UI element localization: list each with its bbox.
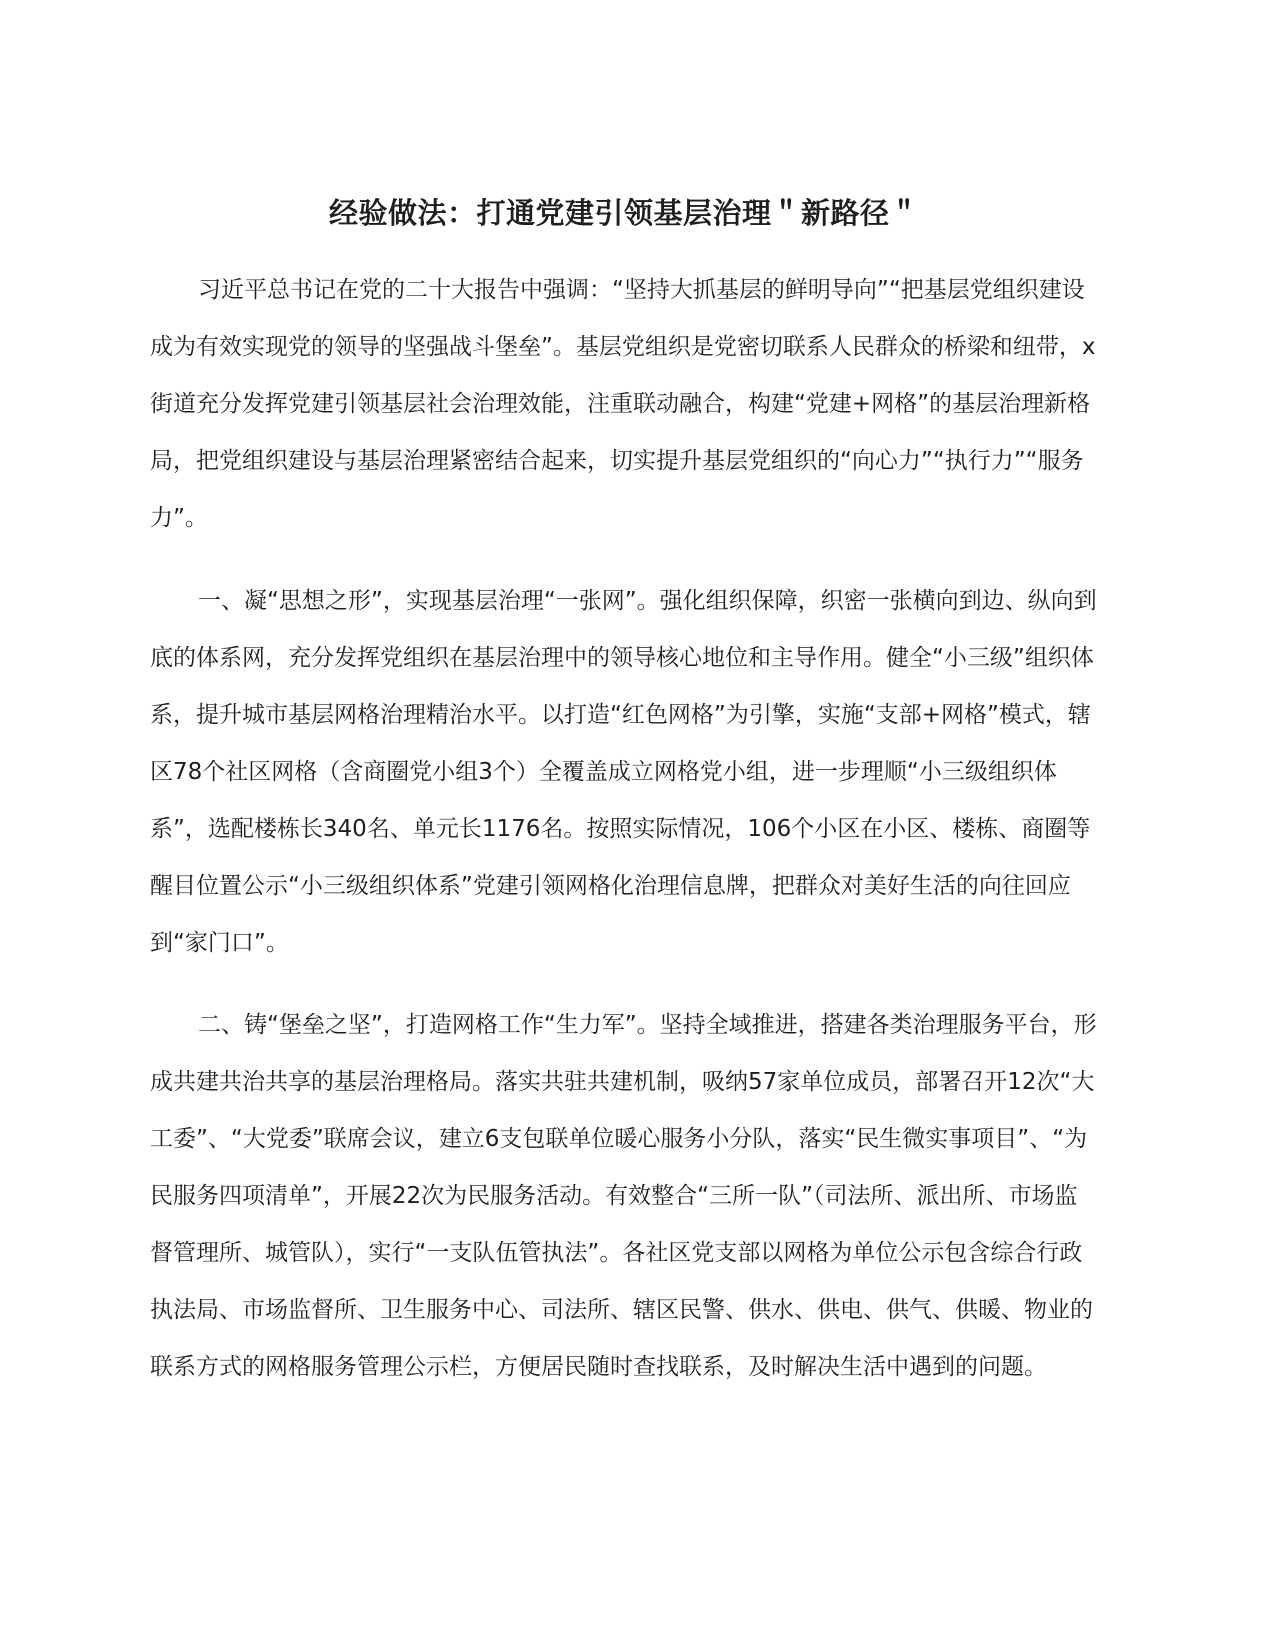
document-title: 经验做法：打通党建引领基层治理＂新路径＂: [328, 196, 919, 230]
paragraph-intro: 习近平总书记在党的二十大报告中强调：“坚持大抓基层的鲜明导向”“把基层党组织建设成为有效实现党的领导的坚强战斗堡垒”。基层党组织是党密切联系人民群众的桥梁和纽带，x街道充分发挥党建引领基层社会治理效能，注重联动融合，构建“党建+网格”的基层治理新格局，把党组织建设与基层治理紧密结合起来，切实提升基层党组织的“向心力”“执行力”“服务力”。: [150, 277, 1096, 531]
paragraph-section-2: 二、铸“堡垒之坚”，打造网格工作“生力军”。坚持全域推进，搭建各类治理服务平台，形成共建共治共享的基层治理格局。落实共驻共建机制，吸纳57家单位成员，部署召开12次“大工委”、“大党委”联席会议，建立6支包联单位暖心服务小分队，落实“民生微实事项目”、“为民服务四项清单”，开展22次为民服务活动。有效整合“三所一队”（司法所、派出所、市场监督管理所、城管队），实行“一支队伍管执法”。各社区党支部以网格为单位公示包含综合行政执法局、市场监督所、卫生服务中心、司法所、辖区民警、供水、供电、供气、供暖、物业的联系方式的网格服务管理公示栏，方便居民随时查找联系，及时解决生活中遇到的问题。: [150, 1012, 1097, 1380]
paragraph-section-1: 一、凝“思想之形”，实现基层治理“一张网”。强化组织保障，织密一张横向到边、纵向到底的体系网，充分发挥党组织在基层治理中的领导核心地位和主导作用。健全“小三级”组织体系，提升城市基层网格治理精治水平。以打造“红色网格”为引擎，实施“支部+网格”模式，辖区78个社区网格（含商圈党小组3个）全覆盖成立网格党小组，进一步理顺“小三级组织体系”，选配楼栋长340名、单元长1176名。按照实际情况，106个小区在小区、楼栋、商圈等醒目位置公示“小三级组织体系”党建引领网格化治理信息牌，把群众对美好生活的向往回应到“家门口”。: [150, 588, 1097, 956]
